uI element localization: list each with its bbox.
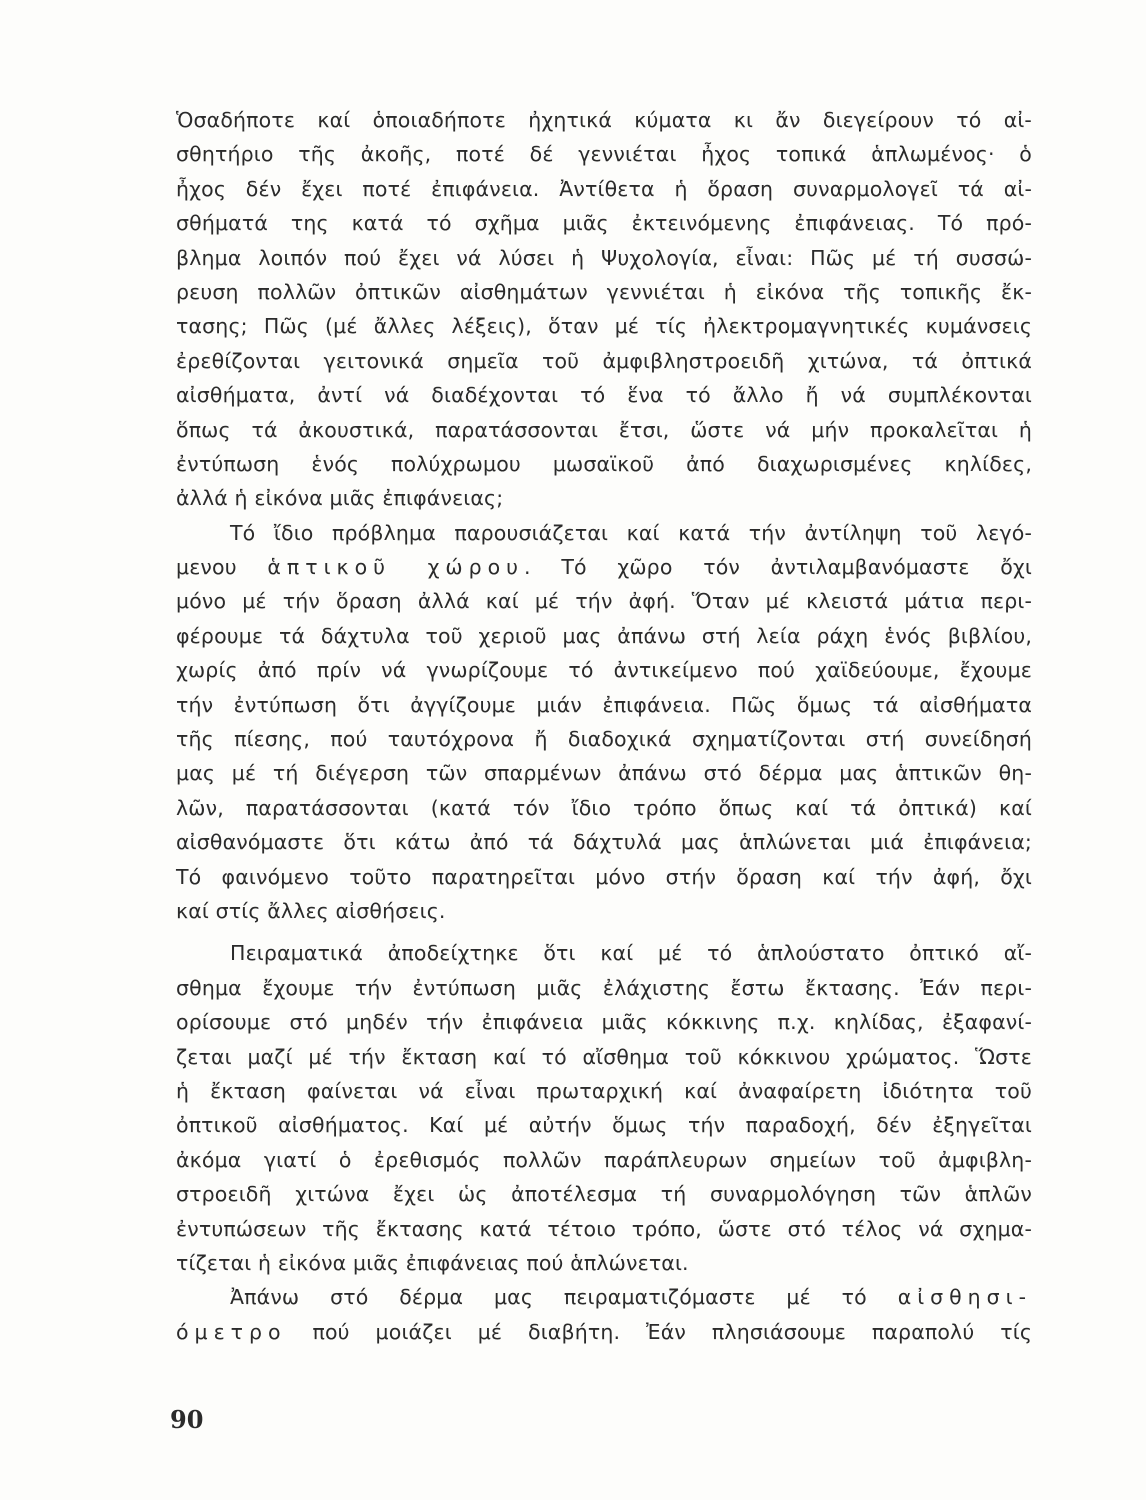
paragraph-4 — [176, 1280, 1032, 1349]
text-line: τήν ἐντύπωση ὅτι ἀγγίζουμε μιάν ἐπιφάνεια. Πῶς ὅμως τά αἰσθήματα — [176, 692, 1032, 717]
spaced-term-aesthesiometer-start: αἰσθησι- — [897, 1285, 1032, 1310]
text-line-with-spaced-term — [176, 1280, 1032, 1314]
text-line: στροειδῆ χιτώνα ἔχει ὡς ἀποτέλεσμα τή συναρμολόγηση τῶν ἁπλῶν — [176, 1182, 1032, 1207]
page-number: 90 — [170, 1405, 204, 1434]
text-line: τίζεται ἡ εἰκόνα μιᾶς ἐπιφάνειας πού ἁπλώνεται. — [176, 1250, 689, 1275]
text-line: αἰσθανόμαστε ὅτι κάτω ἀπό τά δάχτυλά μας ἁπλώνεται μιά ἐπιφάνεια; — [176, 830, 1032, 855]
paragraph-2 — [176, 516, 1032, 929]
text-line: ἐντύπωση ἑνός πολύχρωμου μωσαϊκοῦ ἀπό διαχωρισμένες κηλίδες, — [176, 451, 1032, 476]
text-fragment: Ἀπάνω στό δέρμα μας πειραματιζόμαστε μέ τό — [230, 1285, 867, 1310]
spaced-term-aesthesiometer-end: όμετρο — [176, 1319, 287, 1344]
paragraph-1 — [176, 103, 1032, 516]
text-line: τῆς πίεσης, πού ταυτόχρονα ἤ διαδοχικά σχηματίζονται στή συνείδησή — [176, 727, 1032, 752]
text-line: ρευση πολλῶν ὀπτικῶν αἰσθημάτων γεννιέται ἡ εἰκόνα τῆς τοπικῆς ἔκ- — [176, 279, 1032, 304]
body-text — [176, 103, 1032, 1349]
text-line: μόνο μέ τήν ὅραση ἀλλά καί μέ τήν ἀφή. Ὅταν μέ κλειστά μάτια περι- — [176, 589, 1032, 614]
text-line: σθητήριο τῆς ἀκοῆς, ποτέ δέ γεννιέται ἦχος τοπικά ἁπλωμένος· ὁ — [176, 142, 1032, 167]
text-line: Πειραματικά ἀποδείχτηκε ὅτι καί μέ τό ἁπλούστατο ὀπτικό αἴ- — [230, 941, 1032, 966]
text-line: σθήματά της κατά τό σχῆμα μιᾶς ἐκτεινόμενης ἐπιφάνειας. Τό πρό- — [176, 211, 1032, 236]
text-line: ζεται μαζί μέ τήν ἔκταση καί τό αἴσθημα τοῦ κόκκινου χρώματος. Ὥστε — [176, 1044, 1032, 1069]
text-line: Τό φαινόμενο τοῦτο παρατηρεῖται μόνο στήν ὅραση καί τήν ἀφή, ὄχι — [176, 864, 1032, 889]
text-line-with-spaced-term — [176, 550, 1032, 584]
spaced-term-haptic-space: ἁπτικοῦ χώρου — [267, 555, 524, 580]
text-line: ἐντυπώσεων τῆς ἔκτασης κατά τέτοιο τρόπο, ὥστε στό τέλος νά σχημα- — [176, 1216, 1032, 1241]
text-line: ἀκόμα γιατί ὁ ἐρεθισμός πολλῶν παράπλευρων σημείων τοῦ ἀμφιβλη- — [176, 1147, 1032, 1172]
text-line: λῶν, παρατάσσονται (κατά τόν ἴδιο τρόπο ὅπως καί τά ὀπτικά) καί — [176, 795, 1032, 820]
text-line: ἐρεθίζονται γειτονικά σημεῖα τοῦ ἀμφιβληστροειδῆ χιτώνα, τά ὀπτικά — [176, 348, 1032, 373]
text-line: τασης; Πῶς (μέ ἄλλες λέξεις), ὅταν μέ τίς ἠλεκτρομαγνητικές κυμάνσεις — [176, 314, 1032, 339]
text-line-with-spaced-term — [176, 1315, 1032, 1349]
text-fragment: μενου — [176, 555, 237, 580]
text-line: φέρουμε τά δάχτυλα τοῦ χεριοῦ μας ἀπάνω στή λεία ράχη ἑνός βιβλίου, — [176, 623, 1032, 648]
text-line: ορίσουμε στό μηδέν τήν ἐπιφάνεια μιᾶς κόκκινης π.χ. κηλίδας, ἐξαφανί- — [176, 1010, 1032, 1035]
text-line: χωρίς ἀπό πρίν νά γνωρίζουμε τό ἀντικείμενο πού χαϊδεύουμε, ἔχουμε — [176, 658, 1032, 683]
text-line: καί στίς ἄλλες αἰσθήσεις. — [176, 898, 446, 923]
text-line: ἡ ἔκταση φαίνεται νά εἶναι πρωταρχική καί ἀναφαίρετη ἰδιότητα τοῦ — [176, 1078, 1032, 1103]
text-fragment: πού μοιάζει μέ διαβήτη. Ἐάν πλησιάσουμε παραπολύ τίς — [286, 1319, 1032, 1344]
text-line: Τό ἴδιο πρόβλημα παρουσιάζεται καί κατά τήν ἀντίληψη τοῦ λεγό- — [230, 520, 1032, 545]
text-line: ἀλλά ἡ εἰκόνα μιᾶς ἐπιφάνειας; — [176, 486, 504, 511]
text-line: Ὁσαδήποτε καί ὁποιαδήποτε ἠχητικά κύματα κι ἄν διεγείρουν τό αἰ- — [176, 108, 1032, 132]
text-line: βλημα λοιπόν πού ἔχει νά λύσει ἡ Ψυχολογία, εἶναι: Πῶς μέ τή συσσώ- — [176, 245, 1032, 270]
text-line: ὅπως τά ἀκουστικά, παρατάσσονται ἔτσι, ὥστε νά μήν προκαλεῖται ἡ — [176, 417, 1032, 442]
text-line: μας μέ τή διέγερση τῶν σπαρμένων ἀπάνω στό δέρμα μας ἁπτικῶν θη- — [176, 761, 1032, 786]
text-line: σθημα ἔχουμε τήν ἐντύπωση μιᾶς ἐλάχιστης ἔστω ἔκτασης. Ἐάν περι- — [176, 975, 1032, 1000]
text-line: ὀπτικοῦ αἰσθήματος. Καί μέ αὐτήν ὅμως τήν παραδοχή, δέν ἐξηγεῖται — [176, 1113, 1032, 1138]
paragraph-3 — [176, 936, 1032, 1280]
text-line: αἰσθήματα, ἀντί νά διαδέχονται τό ἕνα τό ἄλλο ἤ νά συμπλέκονται — [176, 383, 1032, 408]
text-fragment: . Τό χῶρο τόν ἀντιλαμβανόμαστε ὄχι — [524, 555, 1033, 580]
text-line: ἦχος δέν ἔχει ποτέ ἐπιφάνεια. Ἀντίθετα ἡ ὅραση συναρμολογεῖ τά αἰ- — [176, 176, 1032, 201]
